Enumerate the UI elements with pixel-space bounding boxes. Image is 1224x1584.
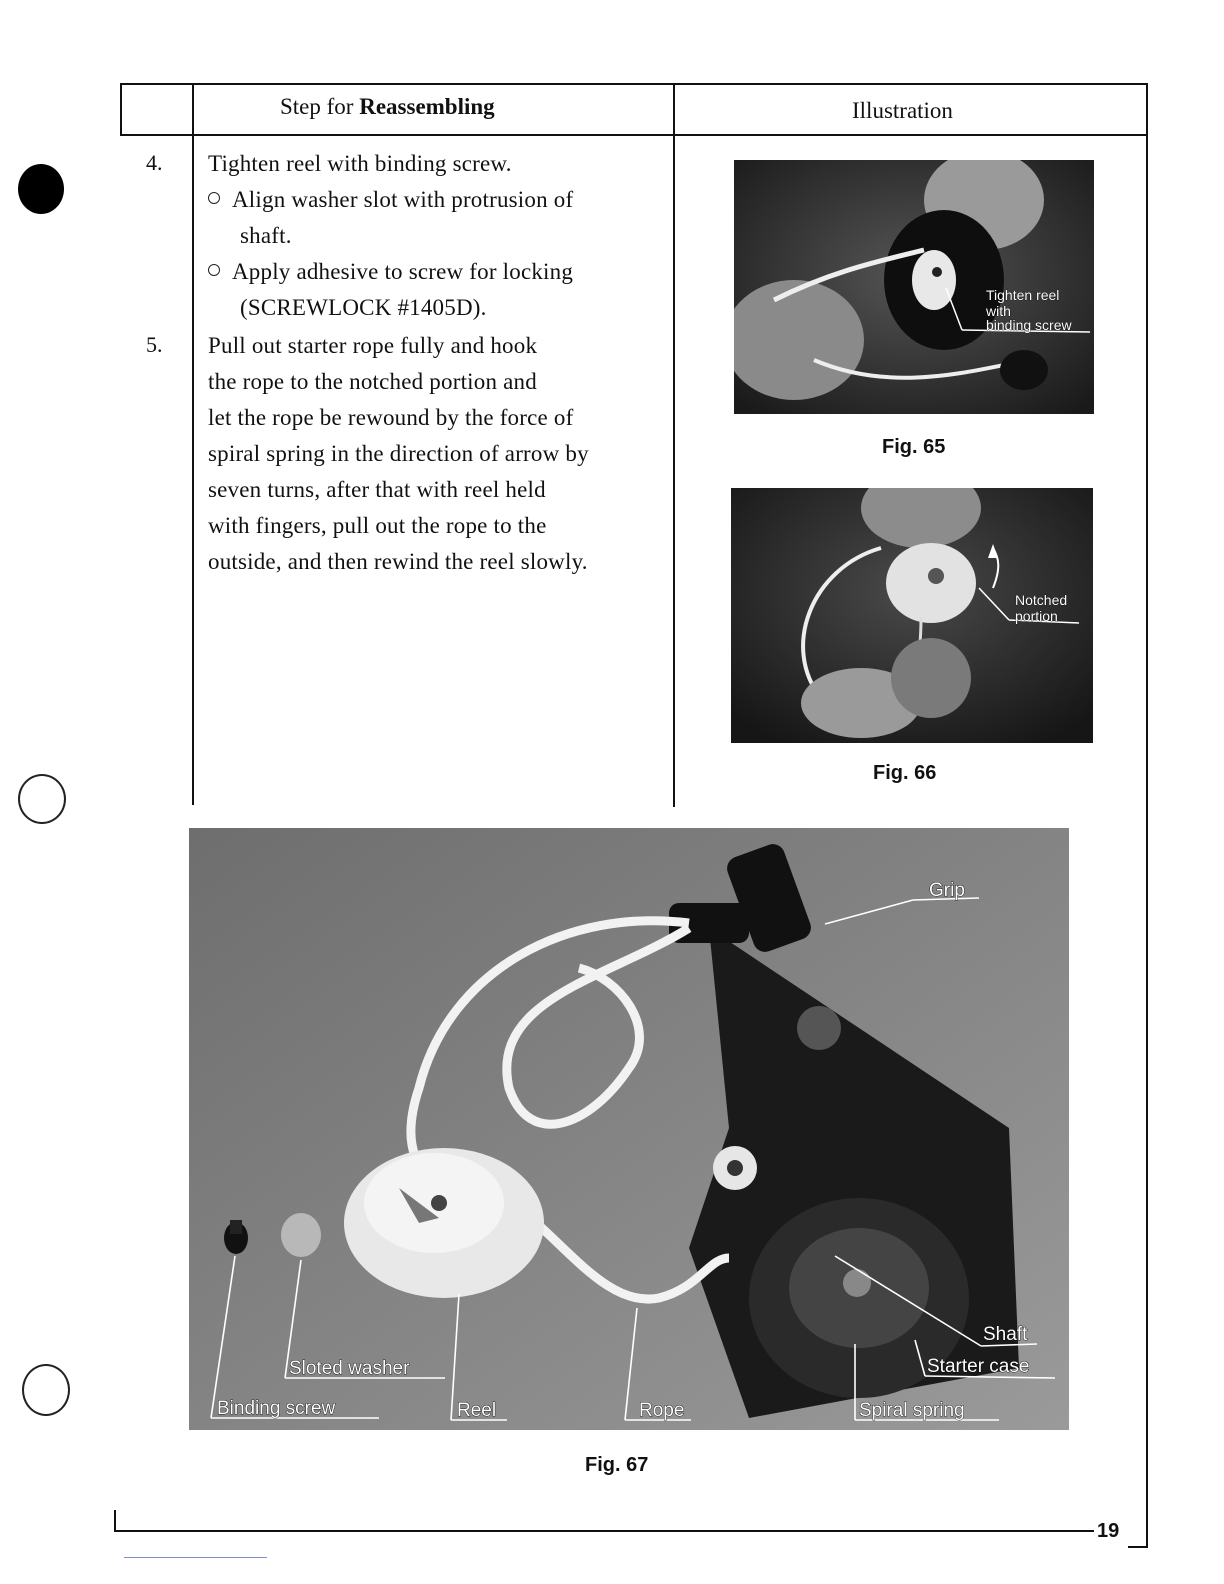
fig-66-caption: Fig. 66 — [873, 762, 937, 784]
fig-67-caption: Fig. 67 — [585, 1454, 649, 1476]
label-rope: Rope — [639, 1400, 685, 1421]
step-bullet: Apply adhesive to screw for locking — [208, 254, 668, 290]
label-reel: Reel — [457, 1400, 497, 1421]
fig-66-label: portion — [1015, 608, 1058, 624]
bullet-circle-icon — [208, 264, 220, 276]
fig-65-illustration — [734, 160, 1094, 414]
header-illustration: Illustration — [852, 98, 953, 123]
step-title: Tighten reel with binding screw. — [208, 151, 512, 176]
fig-65-label: with — [986, 303, 1011, 319]
header-step-prefix: Step for — [280, 94, 360, 119]
scan-artifact-line — [124, 1557, 267, 1558]
fig-67-photo — [189, 828, 1069, 1430]
label-spiral-spring: Spiral spring — [859, 1400, 965, 1421]
fig-66-illustration — [731, 488, 1093, 743]
fig-65-label: Tighten reel — [986, 287, 1060, 303]
page-number: 19 — [1097, 1520, 1120, 1542]
step-bullet-continued: shaft. — [240, 223, 292, 248]
step-number: 5. — [146, 332, 163, 357]
punch-hole-bottom — [22, 1364, 70, 1416]
label-sloted-washer: Sloted washer — [289, 1358, 410, 1379]
label-shaft: Shaft — [983, 1324, 1028, 1345]
fig-65-caption: Fig. 65 — [882, 436, 946, 458]
label-starter-case: Starter case — [927, 1356, 1030, 1377]
step-number: 4. — [146, 150, 163, 175]
punch-hole-top — [18, 164, 64, 214]
header-step-for-reassembling — [280, 94, 495, 120]
step-bullet: Align washer slot with protrusion of — [208, 182, 668, 218]
step-text — [208, 146, 668, 326]
fig-66-label: Notched — [1015, 592, 1068, 608]
fig-66-photo — [731, 488, 1093, 743]
bullet-circle-icon — [208, 192, 220, 204]
punch-hole-middle — [18, 774, 66, 824]
header-step-bold: Reassembling — [359, 94, 495, 119]
fig-65-label: binding screw — [986, 317, 1072, 333]
step-text: Pull out starter rope fully and hook the rope to the notched portion and let the rope be rewound by the force of spiral spring in the direction of arrow by seven turns, after that with reel held with fingers, pull out the rope to the outside, and then rewind the reel slowly. — [208, 333, 589, 574]
step-bullet-continued: (SCREWLOCK #1405D). — [240, 295, 487, 320]
fig-65-photo — [734, 160, 1094, 414]
label-grip: Grip — [929, 880, 965, 901]
fig-67-illustration — [189, 828, 1069, 1430]
label-binding-screw: Binding screw — [217, 1398, 336, 1419]
